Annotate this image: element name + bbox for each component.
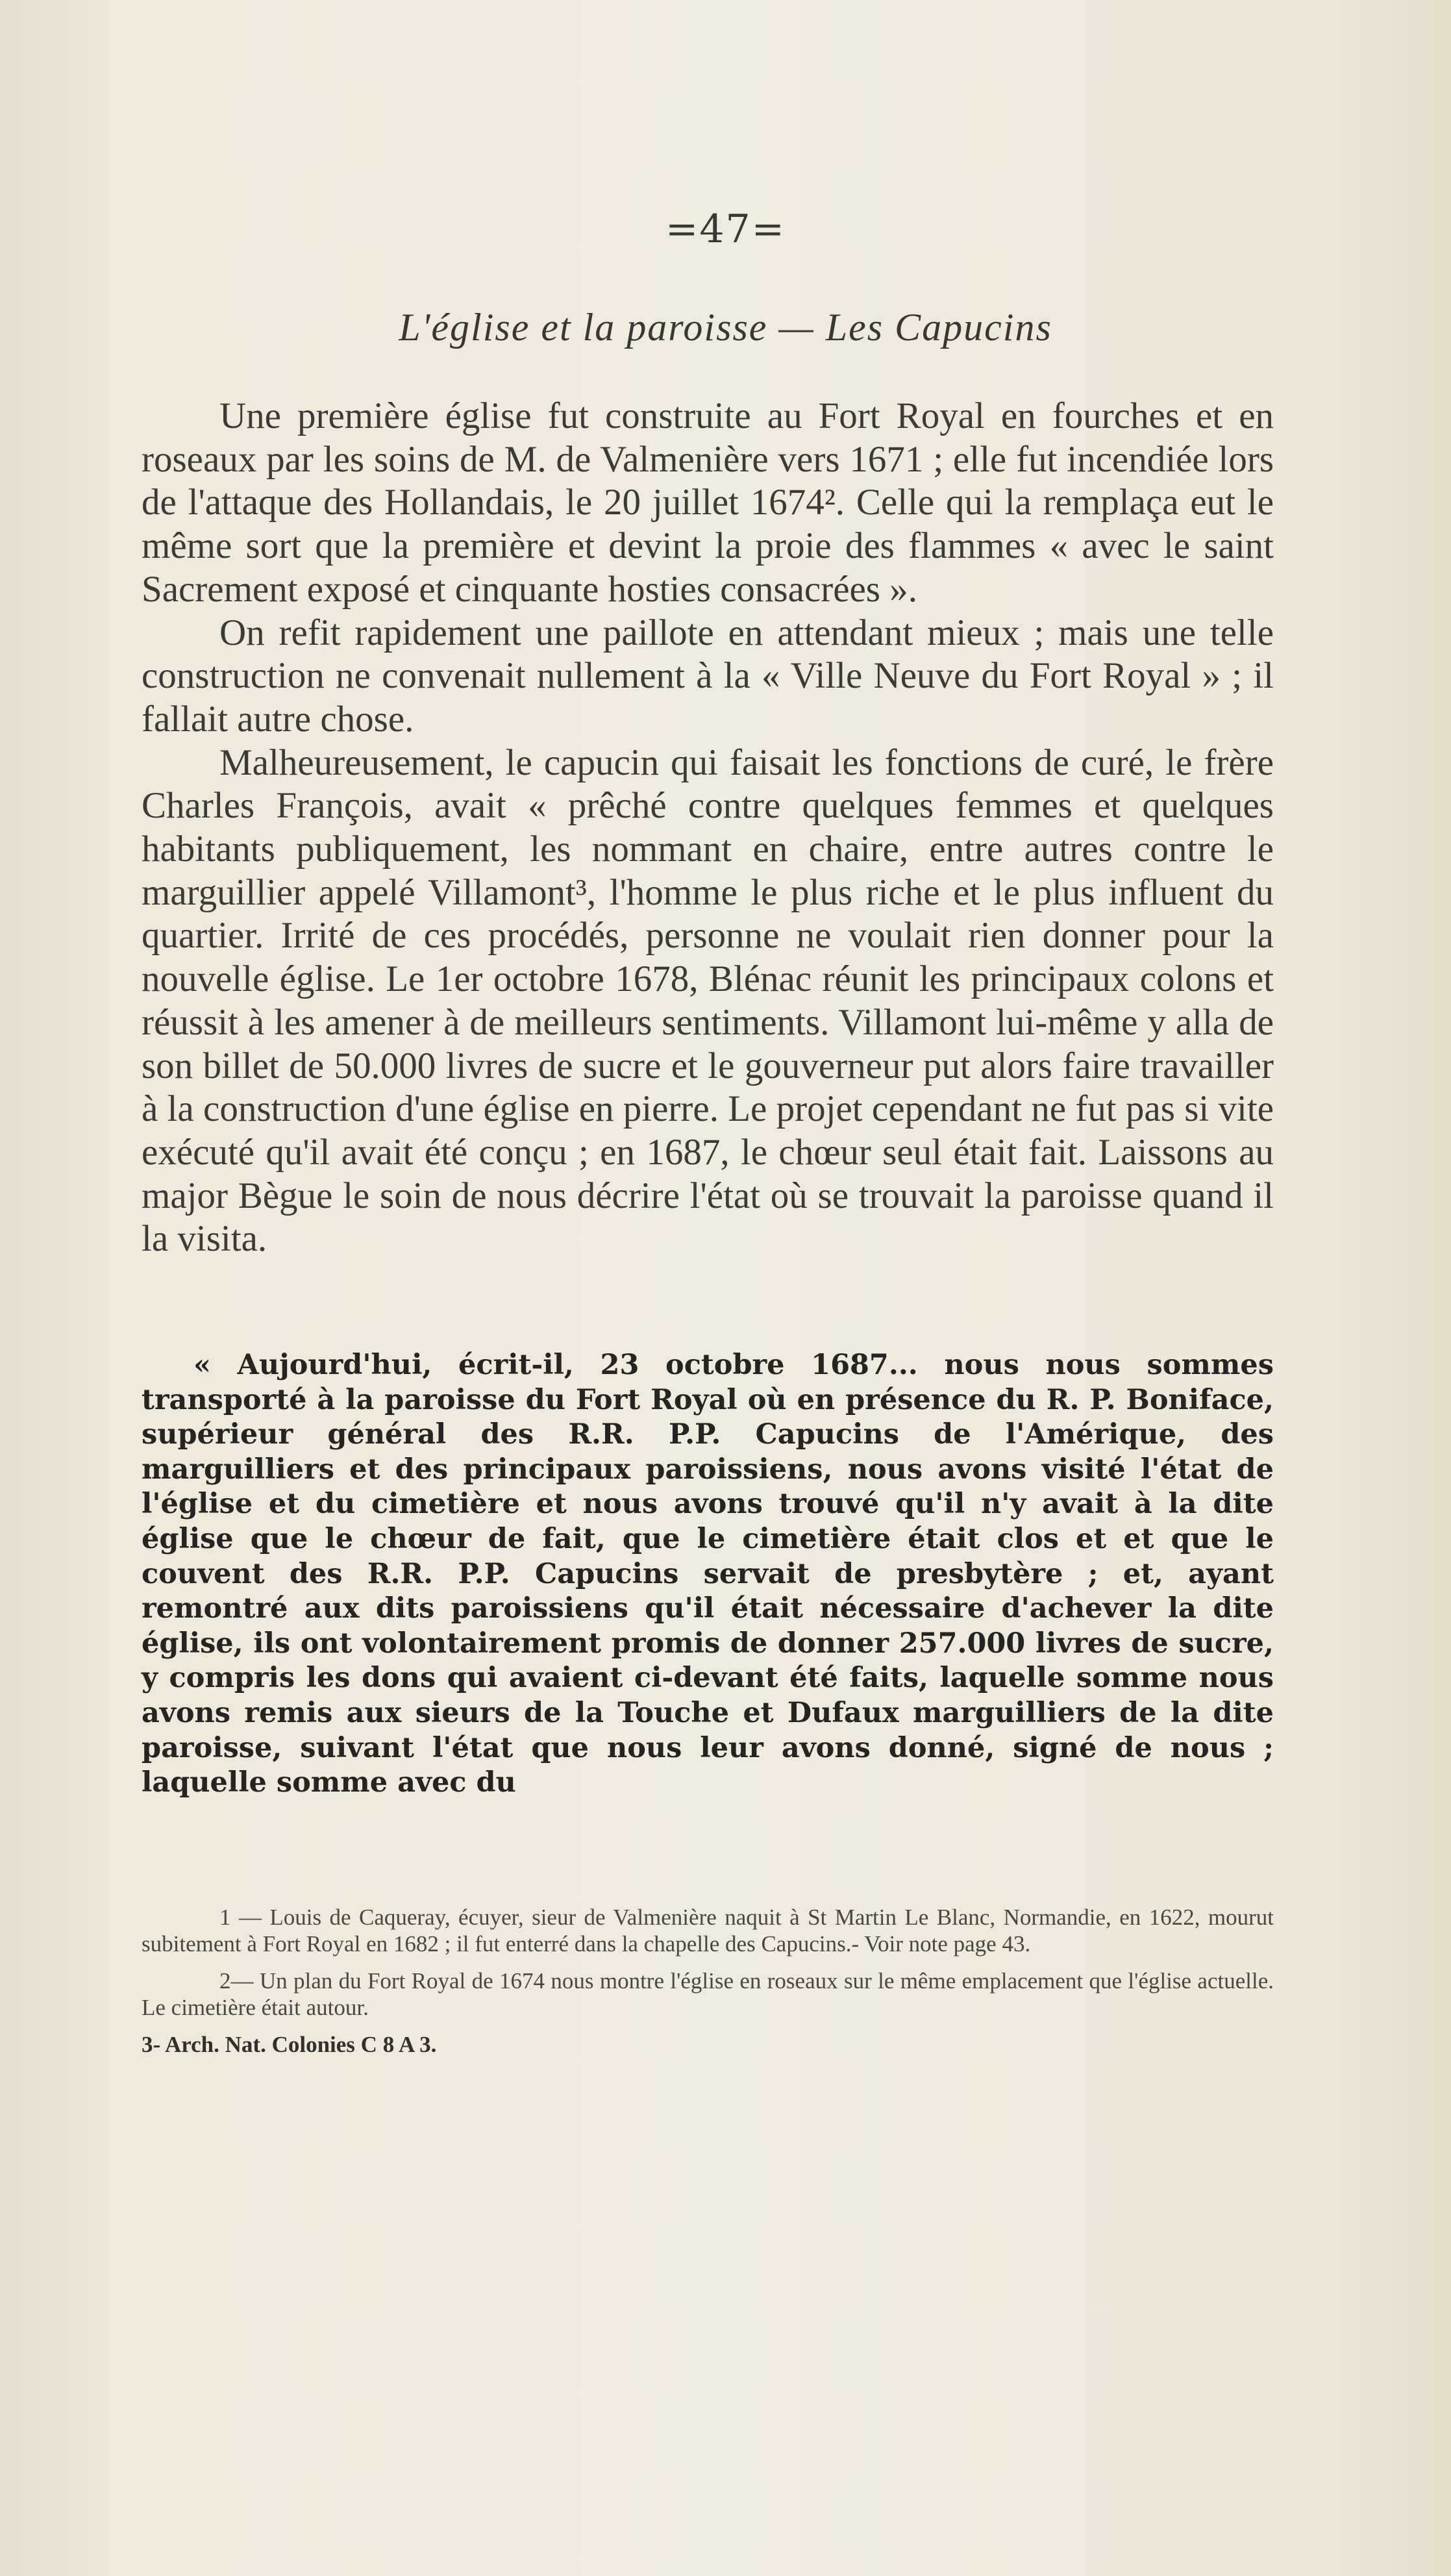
footnote-2: 2— Un plan du Fort Royal de 1674 nous montre l'église en roseaux sur le même emplacement que l'église actuelle. Le cimetière était autour. <box>142 1968 1274 2020</box>
quoted-report <box>142 1348 1274 1801</box>
footnotes <box>142 1904 1274 2068</box>
quote-paragraph: « Aujourd'hui, écrit-il, 23 octobre 1687... nous nous sommes transporté à la paroisse du Fort Royal où en présence du R. P. Boniface, supérieur général des R.R. P.P. Capucins de l'Amérique, des marguilliers et des principaux paroissiens, nous avons visité l'état de l'église et du cimetière et nous avons trouvé qu'il n'y avait à la dite église que le chœur de fait, que le cimetière était clos et et que le couvent des R.R. P.P. Capucins servait de presbytère ; et, ayant remontré aux dits paroissiens qu'il était nécessaire d'achever la dite église, ils ont volontairement promis de donner 257.000 livres de sucre, y compris les dons qui avaient ci-devant été faits, laquelle somme nous avons remis aux sieurs de la Touche et Dufaux marguilliers de la dite paroisse, suivant l'état que nous leur avons donné, signé de nous ; laquelle somme avec du <box>142 1349 1274 1799</box>
paragraph: Une première église fut construite au Fort Royal en fourches et en roseaux par les soins de M. de Valmenière vers 1671 ; elle fut incendiée lors de l'attaque des Hollandais, le 20 juillet 1674². Celle qui la remplaça eut le même sort que la première et devint la proie des flammes « avec le saint Sacrement exposé et cinquante hosties consacrées ». <box>142 395 1274 610</box>
footnote-1: 1 — Louis de Caqueray, écuyer, sieur de Valmenière naquit à St Martin Le Blanc, Normandie, en 1622, mourut subitement à Fort Royal en 1682 ; il fut enterré dans la chapelle des Capucins.- Voir note page 43. <box>142 1905 1274 1957</box>
paragraph: Malheureusement, le capucin qui faisait les fonctions de curé, le frère Charles François, avait « prêché contre quelques femmes et quelques habitants publiquement, les nommant en chaire, entre autres contre le marguillier appelé Villamont³, l'homme le plus riche et le plus influent du quartier. Irrité de ces procédés, personne ne voulait rien donner pour la nouvelle église. Le 1er octobre 1678, Blénac réunit les principaux colons et réussit à les amener à de meilleurs sentiments. Villamont lui-même y alla de son billet de 50.000 livres de sucre et le gouverneur put alors faire travailler à la construction d'une église en pierre. Le projet cependant ne fut pas si vite exécuté qu'il avait été conçu ; en 1687, le chœur seul était fait. Laissons au major Bègue le soin de nous décrire l'état où se trouvait la paroisse quand il la visita. <box>142 742 1274 1260</box>
paragraph: On refit rapidement une paillote en attendant mieux ; mais une telle construction ne convenait nullement à la « Ville Neuve du Fort Royal » ; il fallait autre chose. <box>142 612 1274 740</box>
body-text <box>142 395 1274 1261</box>
page-number: =47= <box>665 206 786 252</box>
footnote-3: 3- Arch. Nat. Colonies C 8 A 3. <box>142 2032 437 2057</box>
chapter-title: L'église et la paroisse — Les Capucins <box>399 306 1052 349</box>
